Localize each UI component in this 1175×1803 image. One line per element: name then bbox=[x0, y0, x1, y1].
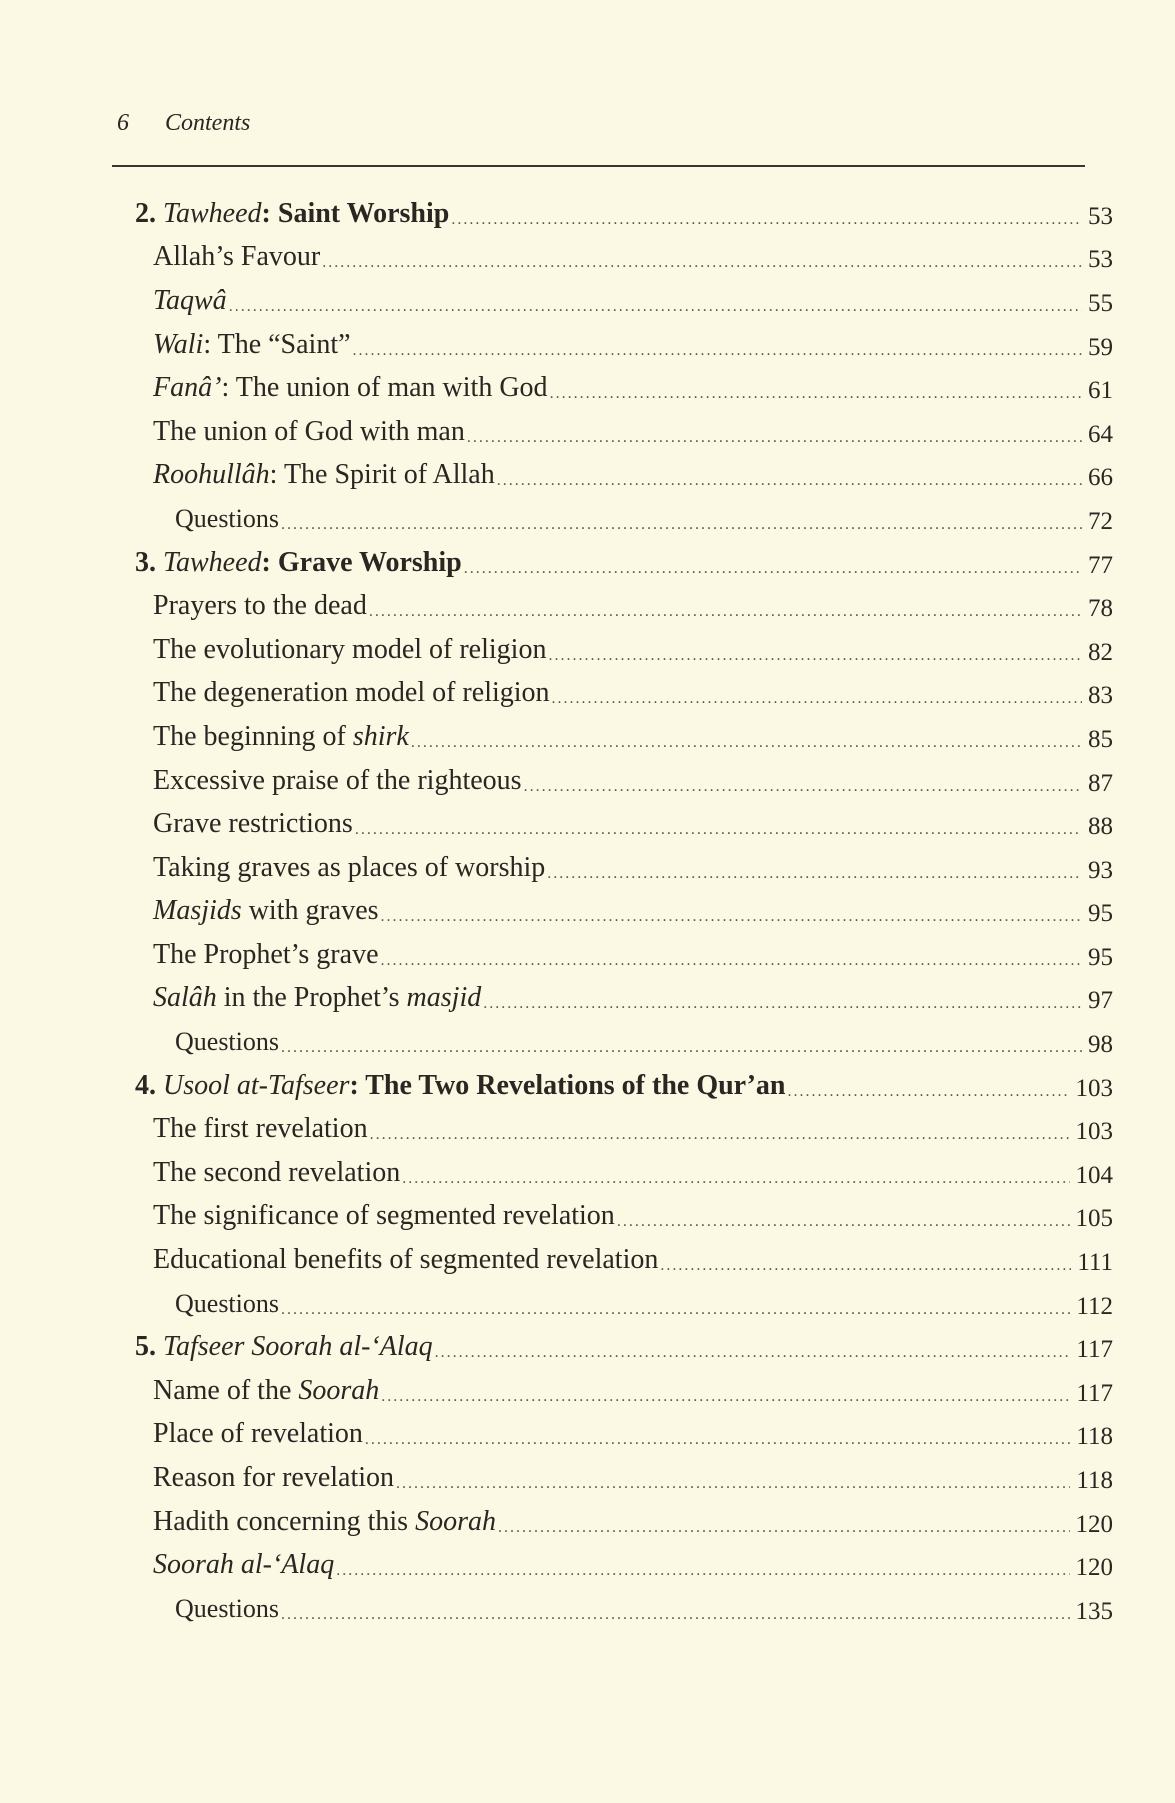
entry-title-part: The Prophet’s grave bbox=[153, 938, 379, 970]
entry-page-number: 88 bbox=[1088, 813, 1113, 841]
entry-title bbox=[175, 1594, 279, 1624]
entry-title bbox=[153, 1549, 334, 1581]
dot-leader bbox=[322, 254, 1082, 272]
dot-leader bbox=[451, 211, 1082, 229]
entry-title-part: Educational benefits of segmented revelation bbox=[153, 1244, 659, 1276]
page-number: 6 bbox=[117, 110, 129, 136]
entry-title-part: Salâh bbox=[153, 982, 217, 1014]
entry-title-part: Prayers to the dead bbox=[153, 590, 367, 622]
toc-chapter-entry bbox=[0, 541, 1175, 585]
toc-section-entry bbox=[0, 1195, 1175, 1239]
entry-title bbox=[135, 547, 462, 579]
entry-title-part: Questions bbox=[175, 1593, 279, 1623]
entry-page-number: 111 bbox=[1077, 1249, 1113, 1277]
entry-page-number: 105 bbox=[1075, 1205, 1113, 1233]
entry-title-part: The significance of segmented revelation bbox=[153, 1200, 615, 1232]
entry-page-number: 120 bbox=[1075, 1554, 1113, 1582]
entry-page-number: 82 bbox=[1088, 638, 1113, 666]
dot-leader bbox=[552, 690, 1082, 708]
entry-title bbox=[153, 590, 367, 622]
toc-section-entry bbox=[0, 1369, 1175, 1413]
entry-title-part: : The “Saint” bbox=[203, 328, 351, 360]
dot-leader bbox=[483, 995, 1082, 1013]
entry-page-number: 72 bbox=[1088, 507, 1113, 535]
dot-leader bbox=[464, 560, 1082, 578]
entry-title bbox=[135, 1070, 786, 1102]
entry-title bbox=[175, 504, 279, 534]
entry-title bbox=[153, 329, 351, 361]
entry-title-part: The union of God with man bbox=[153, 415, 465, 447]
entry-title-part: Reason for revelation bbox=[153, 1462, 395, 1494]
toc-section-entry bbox=[0, 279, 1175, 323]
entry-page-number: 77 bbox=[1088, 551, 1113, 579]
toc-questions-entry bbox=[0, 497, 1175, 541]
toc-chapter-entry bbox=[0, 192, 1175, 236]
entry-title-part: with graves bbox=[241, 895, 379, 927]
entry-title-part: Questions bbox=[175, 503, 279, 533]
entry-page-number: 55 bbox=[1088, 289, 1113, 317]
dot-leader bbox=[396, 1475, 1070, 1493]
toc-questions-entry bbox=[0, 1282, 1175, 1326]
entry-page-number: 83 bbox=[1088, 682, 1113, 710]
dot-leader bbox=[411, 734, 1082, 752]
dot-leader bbox=[381, 1388, 1070, 1406]
toc-questions-entry bbox=[0, 1020, 1175, 1064]
entry-title-part: Grave restrictions bbox=[153, 808, 353, 840]
toc-section-entry bbox=[0, 759, 1175, 803]
dot-leader bbox=[281, 1606, 1070, 1624]
entry-title-part: Tawheed bbox=[163, 546, 262, 578]
toc-section-entry bbox=[0, 236, 1175, 280]
dot-leader bbox=[281, 516, 1082, 534]
entry-title bbox=[135, 198, 449, 230]
entry-title-part: Tawheed bbox=[163, 197, 262, 229]
entry-title bbox=[153, 852, 545, 884]
toc-section-entry bbox=[0, 933, 1175, 977]
toc-section-entry bbox=[0, 977, 1175, 1021]
entry-title bbox=[153, 416, 465, 448]
toc-section-entry bbox=[0, 1500, 1175, 1544]
entry-page-number: 87 bbox=[1088, 769, 1113, 797]
entry-title bbox=[153, 1462, 394, 1494]
entry-title-part: Soorah al-‘Alaq bbox=[153, 1549, 335, 1581]
entry-title bbox=[153, 1157, 400, 1189]
dot-leader bbox=[467, 429, 1082, 447]
entry-title-part: : The Spirit of Allah bbox=[269, 459, 495, 491]
entry-title-part: The second revelation bbox=[153, 1156, 401, 1188]
entry-page-number: 117 bbox=[1076, 1336, 1113, 1364]
entry-page-number: 85 bbox=[1088, 725, 1113, 753]
entry-title-part: The evolutionary model of religion bbox=[153, 633, 547, 665]
toc-chapter-entry bbox=[0, 1325, 1175, 1369]
dot-leader bbox=[524, 778, 1082, 796]
toc-section-entry bbox=[0, 1543, 1175, 1587]
entry-page-number: 95 bbox=[1088, 900, 1113, 928]
entry-page-number: 53 bbox=[1088, 246, 1113, 274]
entry-title-part: masjid bbox=[406, 982, 482, 1014]
entry-title bbox=[153, 285, 227, 317]
entry-title bbox=[153, 895, 379, 927]
entry-title bbox=[175, 1027, 279, 1057]
entry-title-part: in the Prophet’s bbox=[216, 982, 407, 1014]
dot-leader bbox=[381, 952, 1083, 970]
toc-section-entry bbox=[0, 846, 1175, 890]
entry-title bbox=[153, 1200, 615, 1232]
toc-section-entry bbox=[0, 454, 1175, 498]
dot-leader bbox=[336, 1562, 1069, 1580]
entry-title-part: : The Two Revelations of the Qur’an bbox=[349, 1069, 786, 1101]
toc-questions-entry bbox=[0, 1587, 1175, 1631]
entry-title-part: 3. bbox=[135, 546, 163, 578]
entry-title bbox=[153, 808, 353, 840]
entry-title bbox=[135, 1331, 433, 1363]
dot-leader bbox=[381, 908, 1082, 926]
toc-section-entry bbox=[0, 366, 1175, 410]
dot-leader bbox=[435, 1344, 1071, 1362]
entry-title-part: Masjids bbox=[153, 895, 242, 927]
entry-title bbox=[153, 721, 409, 753]
entry-title-part: Place of revelation bbox=[153, 1418, 363, 1450]
entry-title bbox=[153, 372, 548, 404]
entry-title bbox=[153, 1113, 368, 1145]
entry-title-part: Allah’s Favour bbox=[153, 241, 321, 273]
running-title: Contents bbox=[165, 110, 251, 136]
entry-title bbox=[153, 939, 379, 971]
entry-title-part: Roohullâh bbox=[153, 459, 270, 491]
entry-title bbox=[153, 459, 495, 491]
entry-title bbox=[175, 1289, 279, 1319]
entry-title-part: Wali bbox=[153, 328, 204, 360]
entry-title bbox=[153, 1506, 496, 1538]
entry-title-part: 2. bbox=[135, 197, 163, 229]
toc-section-entry bbox=[0, 410, 1175, 454]
entry-page-number: 61 bbox=[1088, 377, 1113, 405]
running-header bbox=[117, 110, 250, 137]
entry-title-part: Taqwâ bbox=[153, 284, 227, 316]
entry-title-part: The beginning of bbox=[153, 720, 353, 752]
toc-section-entry bbox=[0, 1107, 1175, 1151]
entry-title-part: 5. bbox=[135, 1331, 163, 1363]
dot-leader bbox=[370, 1126, 1070, 1144]
dot-leader bbox=[550, 385, 1082, 403]
entry-title-part: The first revelation bbox=[153, 1113, 368, 1145]
entry-page-number: 118 bbox=[1076, 1423, 1113, 1451]
table-of-contents bbox=[0, 192, 1175, 1631]
entry-title bbox=[153, 1244, 658, 1276]
dot-leader bbox=[355, 821, 1082, 839]
entry-page-number: 120 bbox=[1075, 1510, 1113, 1538]
entry-page-number: 64 bbox=[1088, 420, 1113, 448]
entry-title bbox=[153, 1418, 363, 1450]
entry-title-part: : The union of man with God bbox=[221, 372, 548, 404]
entry-page-number: 135 bbox=[1075, 1597, 1113, 1625]
dot-leader bbox=[788, 1083, 1070, 1101]
toc-section-entry bbox=[0, 715, 1175, 759]
entry-title-part: shirk bbox=[352, 720, 409, 752]
dot-leader bbox=[660, 1257, 1071, 1275]
dot-leader bbox=[229, 298, 1082, 316]
dot-leader bbox=[281, 1039, 1082, 1057]
dot-leader bbox=[365, 1431, 1071, 1449]
toc-section-entry bbox=[0, 1413, 1175, 1457]
dot-leader bbox=[281, 1301, 1070, 1319]
dot-leader bbox=[547, 865, 1082, 883]
entry-page-number: 78 bbox=[1088, 595, 1113, 623]
dot-leader bbox=[617, 1213, 1070, 1231]
toc-section-entry bbox=[0, 802, 1175, 846]
entry-page-number: 104 bbox=[1075, 1161, 1113, 1189]
entry-title bbox=[153, 1375, 379, 1407]
entry-title-part: Soorah bbox=[298, 1374, 380, 1406]
toc-section-entry bbox=[0, 672, 1175, 716]
entry-title-part: Tafseer Soorah al-‘Alaq bbox=[163, 1331, 433, 1363]
entry-page-number: 118 bbox=[1076, 1467, 1113, 1495]
entry-title-part: Taking graves as places of worship bbox=[153, 851, 546, 883]
entry-title-part: The degeneration model of religion bbox=[153, 677, 550, 709]
toc-section-entry bbox=[0, 323, 1175, 367]
toc-section-entry bbox=[0, 1151, 1175, 1195]
entry-page-number: 103 bbox=[1075, 1118, 1113, 1146]
toc-section-entry bbox=[0, 584, 1175, 628]
entry-page-number: 59 bbox=[1088, 333, 1113, 361]
entry-title bbox=[153, 677, 550, 709]
dot-leader bbox=[497, 472, 1082, 490]
entry-page-number: 97 bbox=[1088, 987, 1113, 1015]
header-rule bbox=[112, 165, 1085, 167]
entry-page-number: 117 bbox=[1076, 1379, 1113, 1407]
toc-chapter-entry bbox=[0, 1064, 1175, 1108]
entry-title-part: Usool at-Tafseer bbox=[163, 1069, 350, 1101]
dot-leader bbox=[498, 1519, 1070, 1537]
dot-leader bbox=[548, 647, 1082, 665]
entry-title-part: Questions bbox=[175, 1027, 279, 1057]
entry-page-number: 98 bbox=[1088, 1031, 1113, 1059]
entry-title bbox=[153, 634, 546, 666]
entry-title-part: : Saint Worship bbox=[261, 197, 450, 229]
toc-section-entry bbox=[0, 890, 1175, 934]
dot-leader bbox=[353, 342, 1082, 360]
toc-section-entry bbox=[0, 628, 1175, 672]
entry-page-number: 95 bbox=[1088, 943, 1113, 971]
entry-page-number: 66 bbox=[1088, 464, 1113, 492]
entry-title-part: : Grave Worship bbox=[261, 546, 462, 578]
entry-page-number: 112 bbox=[1076, 1292, 1113, 1320]
entry-title-part: Excessive praise of the righteous bbox=[153, 764, 522, 796]
entry-page-number: 93 bbox=[1088, 856, 1113, 884]
dot-leader bbox=[402, 1170, 1069, 1188]
toc-section-entry bbox=[0, 1456, 1175, 1500]
entry-title-part: Questions bbox=[175, 1288, 279, 1318]
entry-title-part: 4. bbox=[135, 1069, 163, 1101]
entry-title-part: Hadith concerning this bbox=[153, 1505, 416, 1537]
dot-leader bbox=[369, 603, 1082, 621]
entry-page-number: 53 bbox=[1088, 202, 1113, 230]
toc-section-entry bbox=[0, 1238, 1175, 1282]
entry-title-part: Soorah bbox=[415, 1505, 496, 1537]
entry-page-number: 103 bbox=[1075, 1074, 1113, 1102]
entry-title bbox=[153, 241, 320, 273]
entry-title-part: Name of the bbox=[153, 1374, 299, 1406]
entry-title bbox=[153, 982, 481, 1014]
entry-title-part: Fanâ’ bbox=[153, 372, 222, 404]
entry-title bbox=[153, 765, 522, 797]
